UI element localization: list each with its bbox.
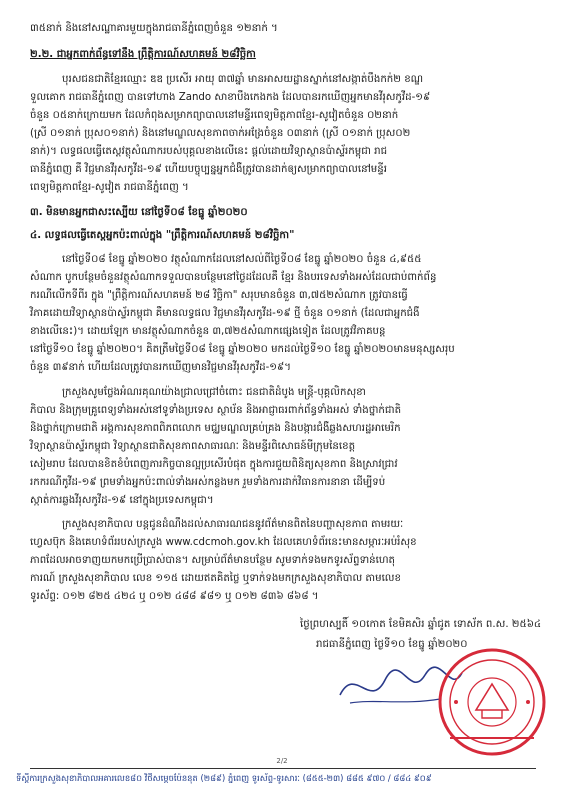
body-line-26: ក្រសួងសុខាភិបាល បន្តជូនដំណឹងដល់សាធារណជននូវព័ត៌មានពិតនៃបញ្ហាសុខភាព តាមរយៈ — [62, 519, 404, 530]
section-heading-3: ៣. មិនមានអ្នកជាសះស្បើយ នៅថ្ងៃទី០៨ ខែធ្នូ ឆ្នាំ២០២០ — [30, 207, 248, 218]
body-line-12: នៅថ្ងៃទី០៨ ខែធ្នូ ឆ្នាំ២០២០ វត្ថុសំណាកដែលនៅសល់ពីថ្ងៃទី០៨ ខែធ្នូ ឆ្នាំ២០២០ ចំនួន ៤,៩៥៥ — [62, 254, 422, 265]
body-line-27[interactable]: ហ្វេសប៊ុក និងគេហទំព័ររបស់ក្រសួង www.cdcmoh.gov.kh ដែលគេហទំព័រនេះមានសម្ភារៈអប់រំសុខ — [30, 537, 417, 548]
body-line-29: ការណ៍ ក្រសួងសុខាភិបាល លេខ ១១៥ ដោយឥតគិតថ្លៃ ឬទាក់ទងមកក្រសួងសុខាភិបាល តាមលេខ — [30, 573, 401, 584]
ministry-seal-stamp — [436, 646, 548, 758]
body-line-24: រកករណីកូវីដ-១៩ ព្រមទាំងអ្នកប៉ះពាល់ទាំងអស់កន្លងមក រួមទាំងការដាក់វិធានការនានា ដើម្បីទប់ — [30, 477, 386, 488]
body-line-5: ចំនួន ០៥នាក់ក្រោយមក ដែលកំពុងសម្រាកព្យាបាលនៅមន្ទីរពេទ្យមិត្តភាពខ្មែរ-សូវៀតចំនួន ០២នាក់ — [30, 110, 399, 121]
body-line-9: ពេទ្យមិត្តភាពខ្មែរ-សូវៀត រាជធានីភ្នំពេញ ។ — [30, 182, 189, 193]
body-line-4: ទួលគោក រាជធានីភ្នំពេញ បានទៅហាង Zando សាខាបឹងកេងកង ដែលបានរកឃើញអ្នកមានវីរុសកូវីដ-១៩ — [30, 92, 431, 103]
body-line-13: សំណាក បូកបន្ថែមចំនួនវត្ថុសំណាកទទួលបានបន្ថែមនៅថ្ងៃដដែលគឺ ខ្មែរ និងបរទេសទាំងអស់ដែលជាប់ពាក់ព័ន្ធ — [30, 272, 437, 283]
body-line-1: ៣៥នាក់ និងនៅសណ្ឋាគារមួយក្នុងរាជធានីភ្នំពេញចំនួន ១២នាក់ ។ — [30, 23, 278, 34]
footer-address: ទីស្តីការក្រសួងសុខាភិបាលអគារលេខ៨០ វិថីសម្តេចប៉ែននុត (២៨៩) ភ្នំពេញ ទូរស័ព្ទ-ទូរសារៈ (៨៥៥-២៣) ៨៨៥ ៩៧០ / ៨៨៤ ៩០៩ — [16, 773, 432, 783]
body-line-19: ក្រសួងសូមថ្លែងអំណរគុណយ៉ាងជ្រាលជ្រៅចំពោះ ជនជាតិដំបូង មន្ត្រី-បុគ្គលិកសុខា — [62, 387, 366, 398]
page-number: 2/2 — [276, 757, 288, 765]
body-line-8: ធានីភ្នំពេញ គឺ វិជ្ជមានវីរុសកូវីដ-១៩ ហើយបច្ចុប្បន្នអ្នកជំងឺត្រូវបានដាក់ឲ្យសម្រាកព្យាបាលនៅមន្ទីរ — [30, 164, 387, 175]
body-line-30: ទូរស័ព្ទ: ០១២ ៨២៥ ៤២៤ ឬ ០១២ ៤៨៨ ៩៨១ ឬ ០១២ ៨៣៦ ៨៦៨ ។ — [30, 591, 319, 602]
date-solar: រាជធានីភ្នំពេញ ថ្ងៃទី១០ ខែធ្នូ ឆ្នាំ២០២០ — [316, 639, 468, 650]
body-line-20: ភិបាល និងក្រុមគ្រូពេទ្យទាំងអស់នៅទូទាំងប្រទេស ស្ថាប័ន និងអាជ្ញាធរពាក់ព័ន្ធទាំងអស់ ទាំងថ្នាក់ជាតិ — [30, 405, 402, 416]
body-line-7: នាក់)។ លទ្ធផលធ្វើតេស្តវត្ថុសំណាករបស់បុគ្គលខាងលើនេះ ផ្តល់ដោយវិទ្យាស្ថានប៉ាស្ទ័រកម្ពុជា រាជ — [30, 146, 388, 157]
body-line-23: សៀមរាប ដែលបានខិតខំបំពេញភារកិច្ចបានល្អប្រសើរបំផុត ក្នុងការជួយពិនិត្យសុខភាព និងស្រាវជ្រាវ — [30, 459, 398, 470]
body-line-6: (ស្រី ០១នាក់ ប្រុស០១នាក់) និងនៅមណ្ឌលសុខភាពចាក់អង្រែចំនួន ០៣នាក់ (ស្រី ០១នាក់ ប្រុស០២ — [30, 128, 411, 139]
body-line-22: វិទ្យាស្ថានប៉ាស្ទ័រកម្ពុជា វិទ្យាស្ថានជាតិសុខភាពសាធារណៈ និងមន្ទីរពិសោធន៍មីក្រុមនៃខេត្ត — [30, 441, 356, 452]
section-heading-4: ៤. លទ្ធផលធ្វើតេស្តអ្នកប៉ះពាល់ក្នុង "ព្រឹត្តិការណ៍សហគមន៍ ២៨វិច្ឆិកា" — [30, 230, 295, 241]
body-line-16: ខាងលើនេះ)។ ដោយឡែក មានវត្ថុសំណាកចំនួន ៣,៧២៥សំណាកផ្សេងទៀត ដែលត្រូវវិភាគបន្ត — [30, 326, 386, 337]
date-lunar: ថ្ងៃព្រហស្បតិ៍ ១០កោត ខែមិគសិរ ឆ្នាំជូត ទោស័ក ព.ស. ២៥៦៤ — [300, 619, 542, 630]
body-line-21: និងថ្នាក់ក្រោមជាតិ អង្គការសុខភាពពិភពលោក មជ្ឈមណ្ឌលគ្រប់គ្រង និងបង្ការជំងឺឆ្លងសហរដ្ឋអាមេរិក — [30, 423, 401, 434]
body-line-3: បុរសជនជាតិខ្មែរឈ្មោះ ឌឌ ប្រសើរ អាយុ ៣៧ឆ្នាំ មានអាសយដ្ឋានស្នាក់នៅសង្កាត់បឹងកក់២ ខណ្ឌ — [62, 74, 424, 85]
body-line-25: ស្កាត់ការឆ្លងវីរុសកូវីដ-១៩ នៅក្នុងប្រទេសកម្ពុជា។ — [30, 495, 214, 506]
body-line-17: នៅថ្ងៃទី១០ ខែធ្នូ ឆ្នាំ២០២០។ គិតត្រឹមថ្ងៃទី០៨ ខែធ្នូ ឆ្នាំ២០២០ មកដល់ថ្ងៃទី១០ ខែធ្នូ ឆ្នាំ២០២០មានមនុស្សសរុប — [30, 344, 455, 355]
section-heading-2-2: ២.២. ជាអ្នកពាក់ព័ន្ធទៅនឹង ព្រឹត្តិការណ៍សហគមន៍ ២៨វិច្ឆិកា — [30, 49, 256, 60]
footer-divider — [30, 768, 536, 769]
body-line-28: ភាពដែលអាចទាញយកមកប្រើប្រាស់បាន។ សម្រាប់ព័ត៌មានបន្ថែម សូមទាក់ទងមកទូរស័ព្ទទាន់ហេតុ — [30, 555, 396, 566]
body-line-15: វិភាគដោយវិទ្យាស្ថានប៉ាស្ទ័រកម្ពុជា គឺមានលទ្ធផល វិជ្ជមានវីរុសកូវីដ-១៩ ថ្មី ចំនួន ០១នាក់ (ដែលជាអ្នកជំងឺ — [30, 308, 420, 319]
body-line-14: ករណីលើកទីពីរ ក្នុង "ព្រឹត្តិការណ៍សហគមន៍ ២៨ វិច្ឆិកា" សរុបមានចំនួន ៣,៧៥២សំណាក ត្រូវបានធ្វើ — [30, 290, 408, 301]
body-line-18: ចំនួន ៣៩នាក់ ហើយដែលត្រូវបានរកឃើញមានវិជ្ជមានវីរុសកូវីដ-១៩។ — [30, 362, 291, 373]
